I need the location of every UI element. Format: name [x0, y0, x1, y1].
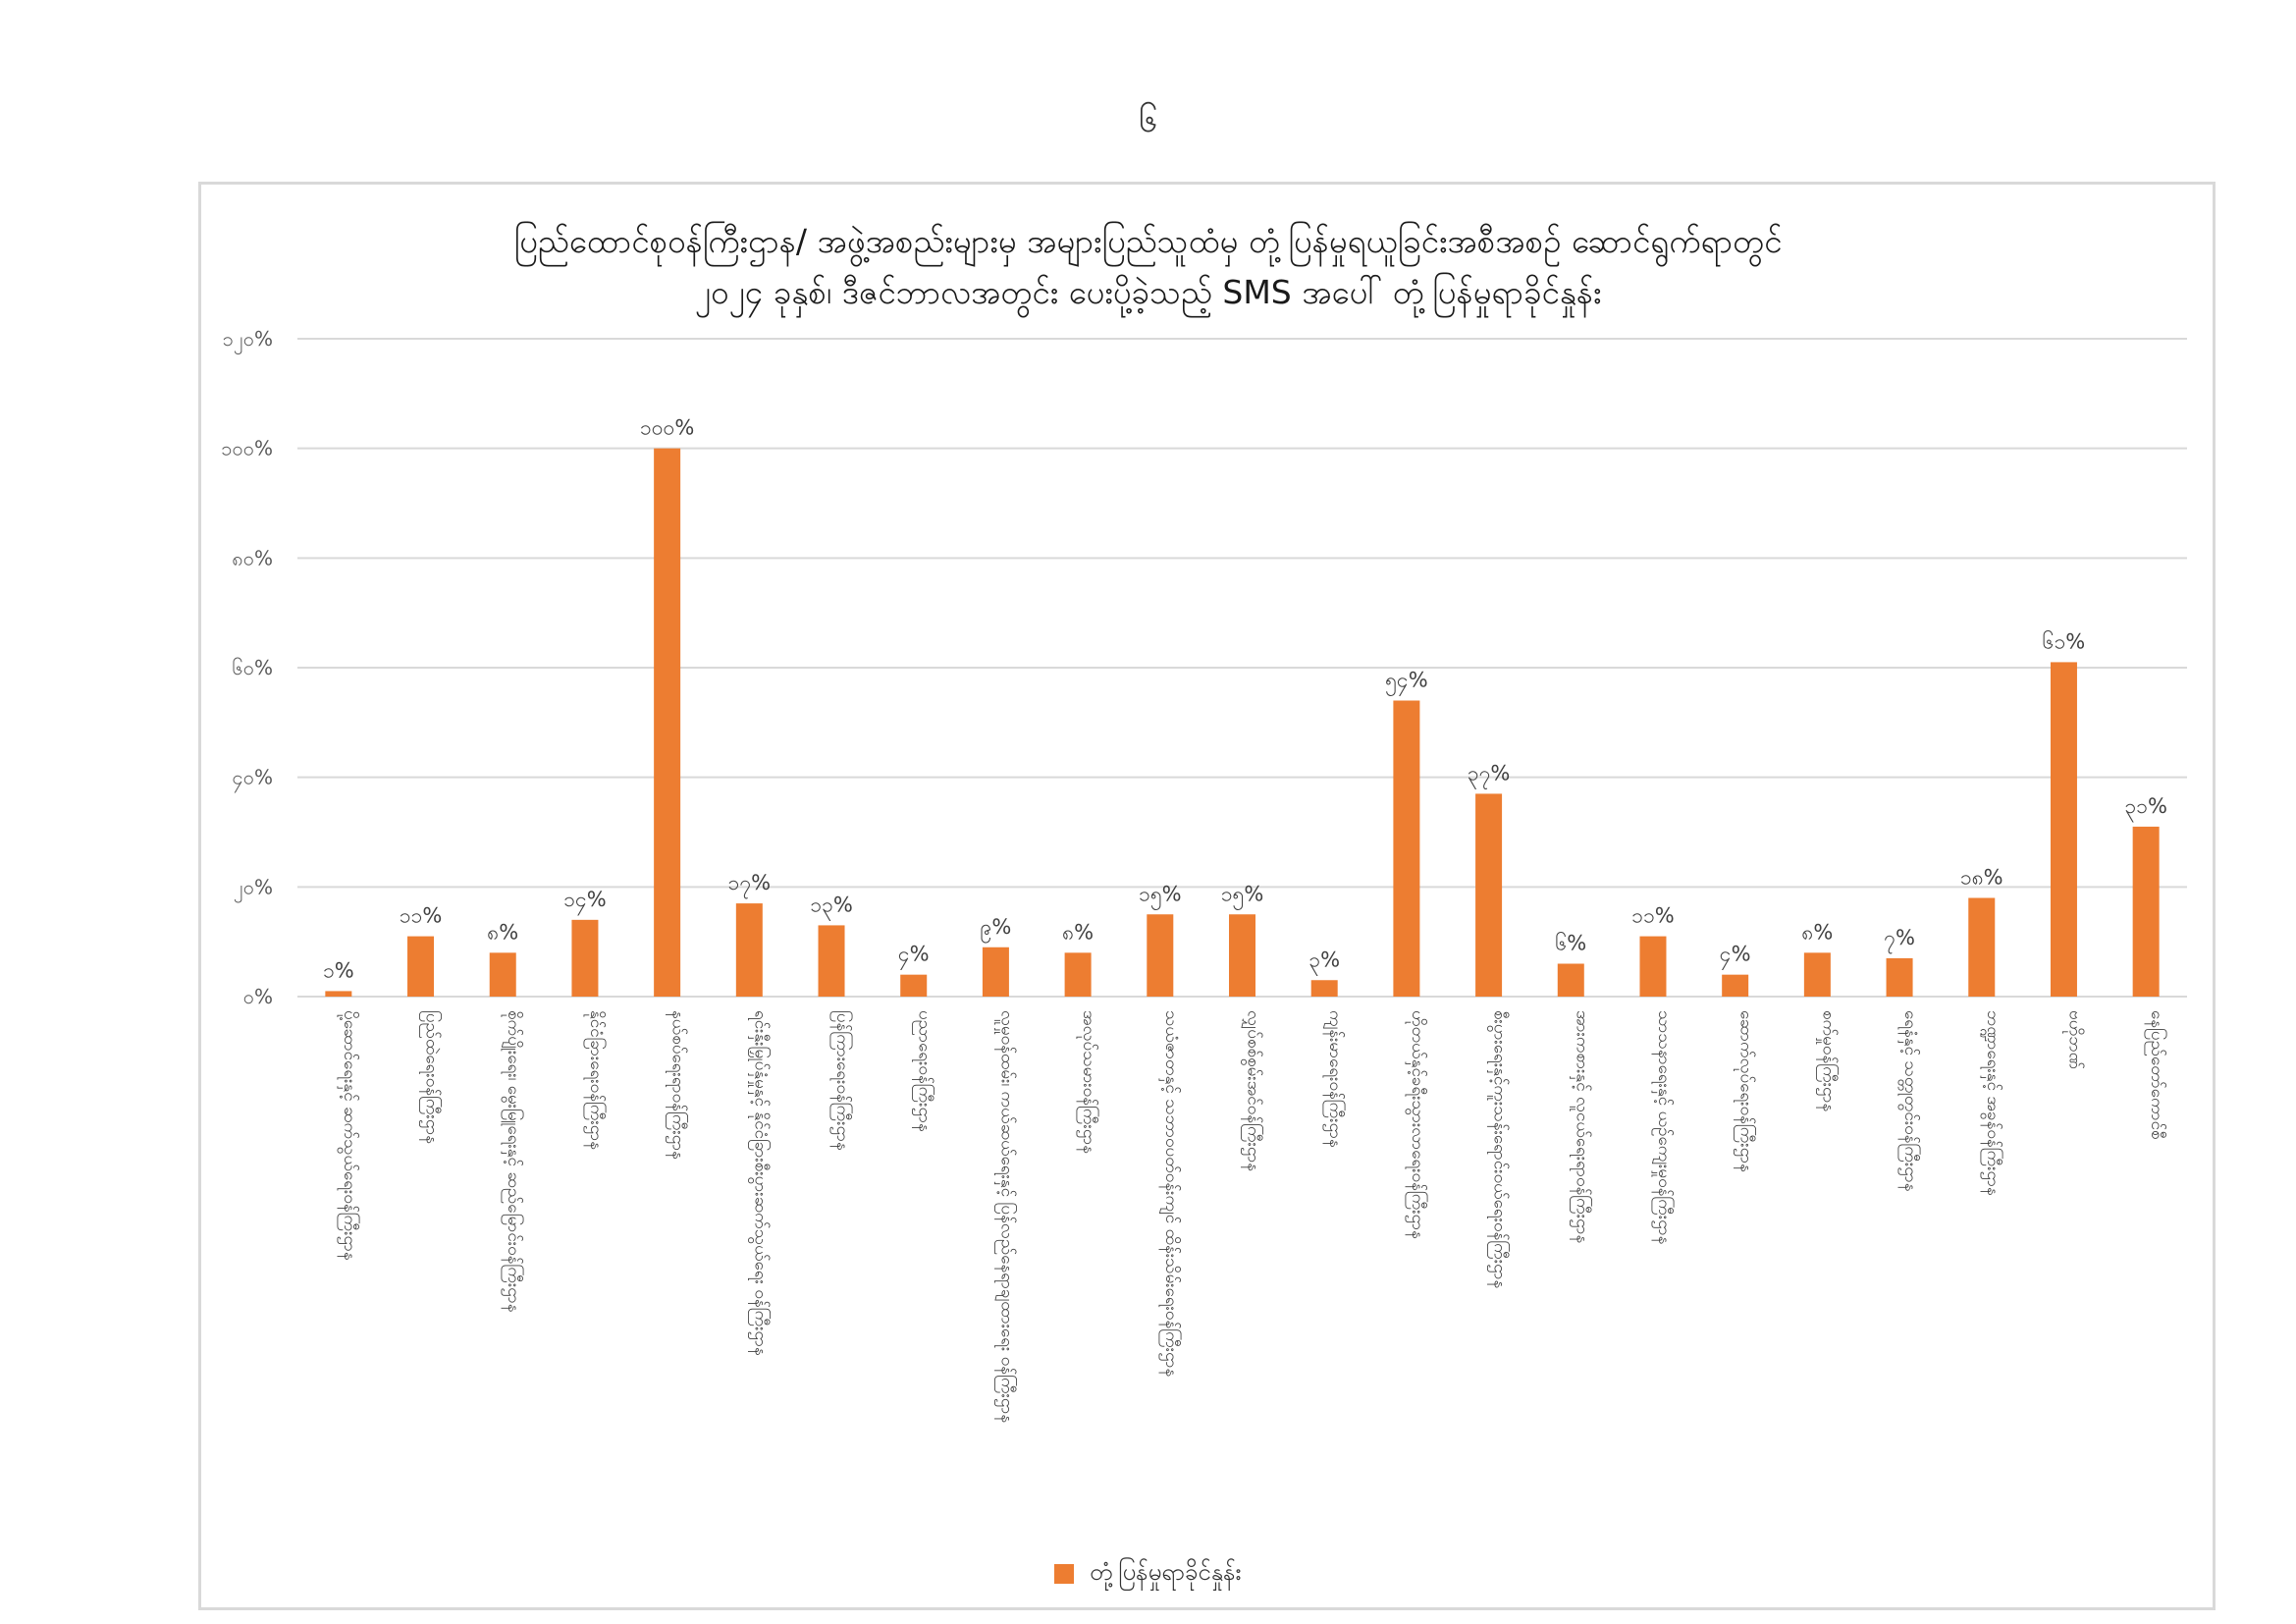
- category-label: ဟိုတယ်နှင့်ခရီးသွားလာရေးဝန်ကြီးဌာန: [1407, 1010, 1427, 1239]
- bar: [983, 947, 1009, 997]
- bar: [2051, 662, 2077, 997]
- category-label: ဘဏ္ဍာရေးနှင့် အခွန်ဝန်ကြီးဌာန: [1982, 1010, 2002, 1196]
- category-label: ကျန်းမာရေးဝန်ကြီးဌာန: [1325, 1010, 1346, 1148]
- category-label: ပြန်ကြားရေးဝန်ကြီးဌာန: [832, 1010, 853, 1151]
- category-label: စီးပွားရေးနှင့်ကူးသန်းရောင်းဝယ်ရေးဝန်ကြီးဌာန: [1489, 1010, 1510, 1289]
- category-label: သာသနာရေးနှင့် ယဉ်ကျေးမှုဝန်ကြီးဌာန: [1653, 1010, 1674, 1245]
- bar: [736, 903, 763, 997]
- data-label: ၆%: [1555, 931, 1587, 955]
- bar: [1393, 701, 1419, 998]
- data-label: ၁၀၀%: [639, 415, 695, 440]
- data-label: ၄%: [897, 942, 930, 966]
- bar: [1722, 975, 1748, 997]
- category-label: ဆောက်လုပ်ရေးဝန်ကြီးဌာန: [1735, 1010, 1756, 1172]
- data-label: ၈%: [487, 920, 519, 945]
- data-label: ၁၅%: [1220, 882, 1264, 906]
- data-label: ၁၈%: [1959, 865, 2003, 890]
- y-tick-label: ၆၀%: [232, 656, 273, 679]
- category-label: ပညာရေးဝန်ကြီးဌာန: [914, 1010, 934, 1132]
- bar: [654, 449, 680, 997]
- bar: [1229, 914, 1255, 997]
- bar: [1887, 958, 1913, 997]
- bar: [325, 991, 351, 997]
- category-label: ပို့ဆောင်ရေးနှင့် ဆက်သွယ်ရေးဝန်ကြီးဌာန: [339, 1010, 359, 1261]
- bar: [571, 920, 598, 997]
- category-label: အလုပ်သမားဝန်ကြီးဌာန: [1079, 1010, 1099, 1155]
- bar: [1475, 793, 1502, 997]
- bar: [1065, 952, 1092, 997]
- y-tick-label: ၁၂၀%: [222, 327, 273, 351]
- category-label: သယံဇာတနှင့် သဘာဝပတ်ဝန်းကျင် ထိန်းသိမ်းရေးဝန်ကြီးဌာန: [1160, 1010, 1181, 1378]
- data-label: ၃၁%: [2124, 793, 2167, 818]
- category-label: ပြည်ထဲရေးဝန်ကြီးဌာန: [421, 1010, 442, 1145]
- data-label: ၁၁%: [399, 903, 443, 928]
- category-label: နေပြည်တော်ကောင်စီ: [2147, 1010, 2167, 1140]
- data-label: ၃%: [1308, 947, 1341, 972]
- bar: [1558, 964, 1584, 998]
- data-label: ၉%: [980, 914, 1012, 939]
- y-tick-label: ၁၀၀%: [221, 436, 273, 460]
- data-label: ၆၁%: [2042, 629, 2086, 654]
- data-label: ၇%: [1884, 925, 1915, 949]
- category-label: စက်မှုဝန်ကြီးဌာန: [1818, 1010, 1839, 1112]
- data-label: ၁%: [322, 958, 354, 983]
- bar: [1804, 952, 1831, 997]
- bar: [1968, 898, 1995, 998]
- y-tick-label: ၂၀%: [233, 875, 273, 899]
- category-label: ဗဟိုဘဏ်: [2064, 1010, 2085, 1069]
- category-label: အားကစားနှင့် လူငယ်ရေးရာဝန်ကြီးဌာန: [1572, 1010, 1592, 1244]
- category-label: ရင်းနှီးမြှုပ်နှံမှုနှင့် နိုင်ငံခြားစီးပွားဆက်သွယ်ရေး ဝန်ကြီးဌာန: [750, 1010, 771, 1356]
- bar: [1147, 914, 1173, 997]
- chart-legend: [0, 1556, 2296, 1592]
- category-label: နယ်စပ်ရေးရာဝန်ကြီးဌာန: [667, 1010, 688, 1160]
- bar: [1639, 937, 1666, 997]
- bar: [900, 975, 927, 997]
- data-label: ၁၅%: [1139, 882, 1182, 906]
- category-label: လူမှုဝန်ထမ်း၊ ကယ်ဆယ်ရေးနှင့် ပြန်လည်နေရာချထားရေး ဝန်ကြီးဌာန: [996, 1010, 1017, 1424]
- data-label: ၈%: [1801, 920, 1834, 945]
- y-tick-label: ၀%: [242, 985, 273, 1008]
- category-label: စိုက်ပျိုးရေး၊ မွေးမြူရေးနှင့် ဆည်မြောင်းဝန်ကြီးဌာန: [504, 1010, 524, 1313]
- bar: [2133, 827, 2160, 997]
- category-label: ရေနံနှင့် သတ္တုတွင်းဝန်ကြီးဌာန: [1900, 1010, 1921, 1192]
- bar: [819, 925, 845, 997]
- data-label: ၈%: [1062, 920, 1095, 945]
- data-label: ၁၃%: [810, 893, 853, 917]
- y-tick-label: ၄၀%: [232, 765, 273, 789]
- legend-swatch: [1054, 1564, 1074, 1584]
- bar: [407, 937, 434, 997]
- data-label: ၁၁%: [1631, 903, 1675, 928]
- data-label: ၅၄%: [1385, 668, 1428, 692]
- data-label: ၁၄%: [563, 887, 607, 911]
- chart-title-line-1: ပြည်ထောင်စုဝန်ကြီးဌာန/ အဖွဲ့အစည်းများမှ အများပြည်သူထံမှ တုံ့ပြန်မှုရယူခြင်းအစီအစဉ် ဆောင်ရွက်ရာတွင်: [513, 222, 1783, 260]
- data-label: ၁၇%: [727, 871, 772, 895]
- chart-title-line-2: ၂၀၂၄ ခုနှစ်၊ ဒီဇင်ဘာလအတွင်း ပေးပို့ခဲ့သည့် SMS အပေါ် တုံ့ပြန်မှုရာခိုင်နှုန်း: [694, 273, 1602, 311]
- category-label: လျှပ်စစ်စွမ်းအင်ဝန်ကြီးဌာန: [1243, 1010, 1263, 1172]
- bar: [490, 952, 516, 997]
- category-label: နိုင်ငံခြားရေးဝန်ကြီးဌာန: [585, 1010, 606, 1151]
- y-tick-label: ၈၀%: [232, 546, 273, 570]
- page-number: ၆: [1138, 101, 1158, 140]
- data-label: ၃၇%: [1467, 761, 1511, 785]
- legend-label: တုံ့ပြန်မှုရာခိုင်နှုန်း: [1089, 1558, 1242, 1586]
- data-label: ၄%: [1719, 942, 1751, 966]
- bar: [1311, 980, 1338, 997]
